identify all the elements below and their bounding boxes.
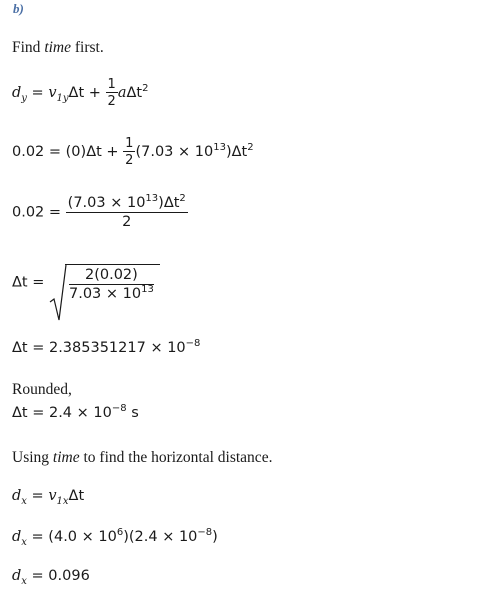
eq1-frac-num: 1 bbox=[107, 77, 116, 92]
eq7-dt: Δt bbox=[68, 488, 85, 504]
eq2-frac-num: 1 bbox=[125, 136, 134, 151]
equation-1 bbox=[12, 78, 148, 108]
eq2-frac-den: 2 bbox=[125, 153, 134, 168]
intro-text-time: time bbox=[44, 39, 71, 56]
eq5-text: Δt = 2.385351217 × 10 bbox=[12, 340, 186, 356]
eq3-lhs: 0.02 = bbox=[12, 204, 66, 221]
intro-text-c: first. bbox=[71, 39, 104, 56]
eq5-exp: −8 bbox=[185, 338, 201, 350]
sqrt-radical bbox=[49, 264, 160, 301]
eq6-exp: −8 bbox=[111, 403, 127, 415]
eq9-rhs: = 0.096 bbox=[26, 568, 90, 584]
eq3-num2: )Δt bbox=[158, 195, 180, 211]
eq1-lhs: d bbox=[12, 85, 22, 101]
eq1-dt2: Δt bbox=[126, 85, 143, 101]
eq2-rest: (7.03 × 10 bbox=[135, 144, 214, 160]
eq9-lhs: d bbox=[12, 568, 22, 584]
eq2-fraction bbox=[123, 137, 135, 167]
eq1-v: v bbox=[48, 85, 57, 101]
eq3-den: 2 bbox=[122, 213, 132, 230]
equation-8 bbox=[12, 527, 218, 548]
eq6-text: Δt = 2.4 × 10 bbox=[12, 405, 112, 421]
equation-2 bbox=[12, 137, 254, 167]
eq1-a: a bbox=[117, 85, 127, 101]
eq3-fraction bbox=[66, 193, 188, 230]
eq7-lhs-sub: x bbox=[21, 495, 27, 507]
eq3-num: (7.03 × 10 bbox=[67, 195, 146, 211]
eq4-lhs: Δt = bbox=[12, 274, 49, 291]
intro-text-a: Find bbox=[12, 39, 45, 56]
equation-4 bbox=[12, 264, 160, 301]
eq8-lhs-sub: x bbox=[21, 536, 27, 548]
sqrt-icon bbox=[49, 264, 67, 324]
eq8-end: ) bbox=[212, 529, 218, 545]
eq7-v: v bbox=[48, 488, 57, 504]
using-c: to find the horizontal distance. bbox=[79, 449, 273, 466]
intro-text bbox=[12, 40, 104, 56]
eq2-exp2: 2 bbox=[247, 142, 254, 154]
eq4-num: 2(0.02) bbox=[69, 268, 154, 285]
eq3-numerator bbox=[66, 193, 188, 213]
eq3-num-exp2: 2 bbox=[179, 193, 186, 205]
eq4-fraction bbox=[65, 264, 160, 301]
equation-7 bbox=[12, 488, 85, 507]
eq7-lhs: d bbox=[12, 488, 22, 504]
eq1-v-sub: 1y bbox=[56, 92, 69, 104]
eq8-exp6: 6 bbox=[116, 527, 124, 539]
eq8-exp8: −8 bbox=[197, 527, 213, 539]
eq8-rhs: = (4.0 × 10 bbox=[26, 529, 117, 545]
eq1-equals: = bbox=[26, 85, 49, 101]
eq8-mid: )(2.4 × 10 bbox=[123, 529, 198, 545]
using-time: time bbox=[52, 449, 80, 466]
eq1-exp: 2 bbox=[142, 83, 149, 95]
eq7-v-sub: 1x bbox=[56, 495, 69, 507]
eq1-dt: Δt + bbox=[68, 85, 106, 101]
eq4-den-exp: 13 bbox=[141, 283, 154, 295]
eq8-lhs: d bbox=[12, 529, 22, 545]
eq2-exp13: 13 bbox=[213, 142, 226, 154]
eq1-fraction bbox=[106, 78, 118, 108]
eq4-den: 7.03 × 10 bbox=[68, 285, 142, 302]
eq6-unit: s bbox=[126, 405, 139, 421]
using-a: Using bbox=[12, 449, 53, 466]
eq4-denominator bbox=[69, 285, 154, 302]
equation-6 bbox=[12, 403, 139, 421]
eq7-equals: = bbox=[26, 488, 49, 504]
eq2-lhs: 0.02 = (0)Δt + bbox=[12, 144, 124, 160]
eq1-lhs-sub: y bbox=[21, 92, 27, 104]
eq1-frac-den: 2 bbox=[107, 94, 116, 109]
eq9-lhs-sub: x bbox=[21, 575, 27, 587]
using-time-text bbox=[12, 450, 272, 466]
equation-9 bbox=[12, 568, 90, 587]
eq3-num-exp: 13 bbox=[145, 193, 159, 205]
equation-3 bbox=[12, 193, 188, 230]
rounded-label: Rounded, bbox=[12, 381, 72, 398]
eq2-rest2: )Δt bbox=[225, 144, 248, 160]
equation-5 bbox=[12, 338, 201, 356]
section-label: b) bbox=[13, 1, 24, 16]
